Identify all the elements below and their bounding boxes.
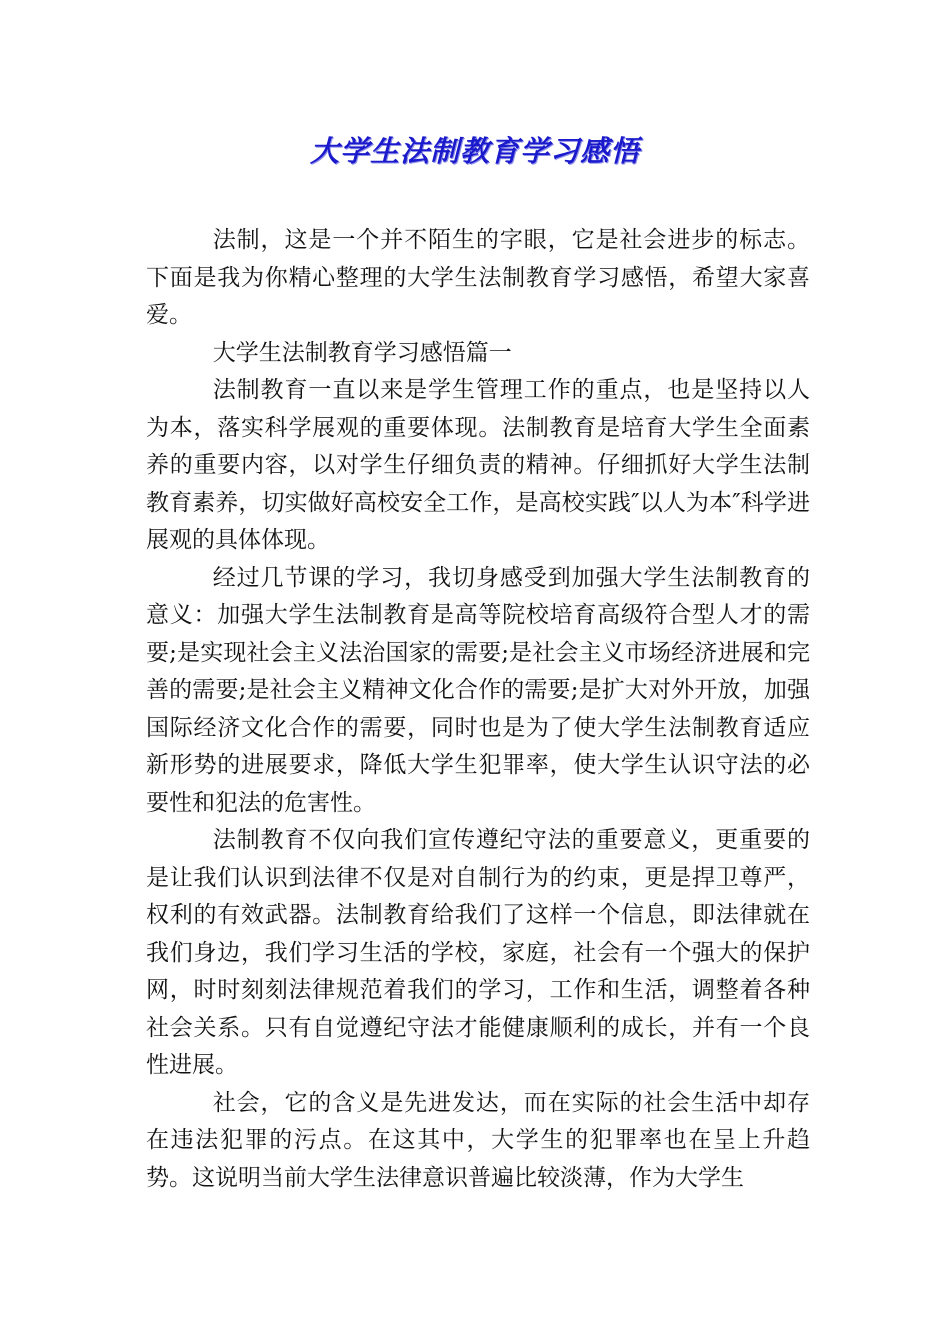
paragraph-intro: 法制，这是一个并不陌生的字眼，它是社会进步的标志。下面是我为你精心整理的大学生法制教育学习感悟，希望大家喜爱。 xyxy=(146,227,810,328)
paragraph: 法制教育一直以来是学生管理工作的重点，也是坚持以人为本，落实科学展观的重要体现。法制教育是培育大学生全面素养的重要内容，以对学生仔细负责的精神。仔细抓好大学生法制教育素养，切实做好高校安全工作，是高校实践″以人为本″科学进展观的具体体现。 xyxy=(146,377,810,553)
paragraph: 经过几节课的学习，我切身感受到加强大学生法制教育的意义：加强大学生法制教育是高等院校培育高级符合型人才的需要;是实现社会主义法治国家的需要;是社会主义市场经济进展和完善的需要;是社会主义精神文化合作的需要;是扩大对外开放，加强国际经济文化合作的需要，同时也是为了使大学生法制教育适应新形势的进展要求，降低大学生犯罪率，使大学生认识守法的必要性和犯法的危害性。 xyxy=(146,564,810,816)
document-title: 大学生法制教育学习感悟 xyxy=(309,134,640,168)
paragraph: 法制教育不仅向我们宣传遵纪守法的重要意义，更重要的是让我们认识到法律不仅是对自制行为的约束，更是捍卫尊严，权利的有效武器。法制教育给我们了这样一个信息，即法律就在我们身边，我们学习生活的学校，家庭，社会有一个强大的保护网，时时刻刻法律规范着我们的学习，工作和生活，调整着各种社会关系。只有自觉遵纪守法才能健康顺利的成长，并有一个良性进展。 xyxy=(146,827,810,1078)
paragraph: 社会，它的含义是先进发达，而在实际的社会生活中却存在违法犯罪的污点。在这其中，大学生的犯罪率也在呈上升趋势。这说明当前大学生法律意识普遍比较淡薄，作为大学生 xyxy=(146,1089,810,1191)
section-heading: 大学生法制教育学习感悟篇一 xyxy=(212,339,512,366)
document-body xyxy=(146,222,810,1197)
